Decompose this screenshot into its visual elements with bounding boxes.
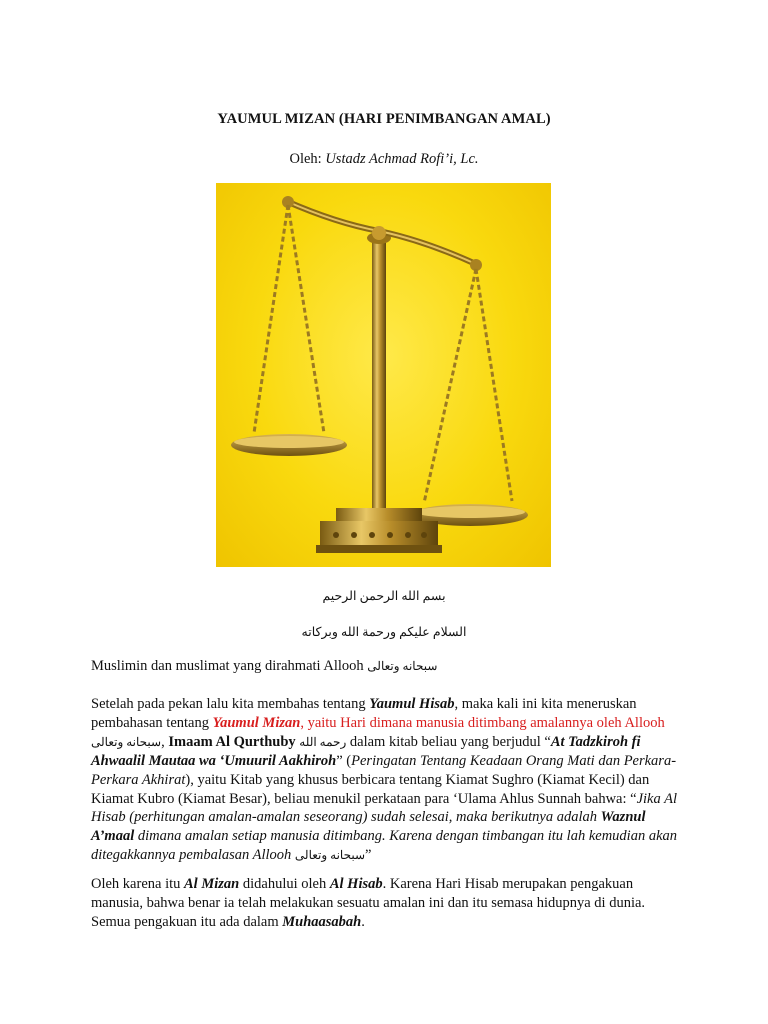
paragraph-mizan-hisab xyxy=(91,875,681,932)
p2-book-translation: Peringatan Tentang Keadaan Orang Mati dan Perkara-Perkara Akhirat xyxy=(91,752,677,788)
p3-text-4: . xyxy=(361,913,365,930)
p3-al-hisab: Al Hisab xyxy=(329,876,383,892)
byline xyxy=(0,151,768,168)
p2-book-title: At Tadzkiroh fi Ahwaalil Mautaa wa ‘Umuuril Aakhiroh xyxy=(91,733,641,769)
basmalah: بسم الله الرحمن الرحيم xyxy=(322,589,446,603)
p2-quote-2: dimana amalan setiap manusia ditimbang. Karena dengan timbangan itu lah kemudian akan ditegakkannya pembalasan Allooh xyxy=(91,828,678,864)
p3-al-mizan: Al Mizan xyxy=(184,876,240,892)
p3-muhaasabah: Muhaasabah xyxy=(282,913,362,930)
arabic-subhanahu: سبحانه وتعالى xyxy=(91,734,162,749)
p2-waznul-amaal: Waznul A’maal xyxy=(91,809,646,845)
arabic-subhanahu: سبحانه وتعالى xyxy=(367,659,438,673)
p3-text-2: didahului oleh xyxy=(239,876,330,892)
byline-author: Ustadz Achmad Rofi’i, Lc. xyxy=(325,151,479,167)
arabic-subhanahu: سبحانه وتعالى xyxy=(294,848,365,863)
balance-scale-image xyxy=(216,183,551,567)
greeting-paragraph xyxy=(91,657,681,676)
greeting-text: Muslimin dan muslimat yang dirahmati Allooh xyxy=(91,658,364,674)
byline-prefix: Oleh: xyxy=(289,151,326,167)
p3-text-3: . Karena Hari Hisab merupakan pengakuan manusia, bahwa benar ia telah melakukan sesuatu amalan ini dan itu semasa hidupnya di dunia. Semua pengakuan itu ada dalam xyxy=(91,876,646,930)
arabic-rahimahullah: رحمه الله xyxy=(299,734,347,749)
document-title: YAUMUL MIZAN (HARI PENIMBANGAN AMAL) xyxy=(217,111,551,127)
p2-text-6: ), yaitu Kitab yang khusus berbicara tentang Kiamat Sughro (Kiamat Kecil) dan Kiamat Kubro (Kiamat Besar), beliau menukil perkataan para ‘Ulama Ahlus Sunnah bahwa: “ xyxy=(91,771,650,807)
p2-text-7: ” xyxy=(365,847,372,864)
p3-text-1: Oleh karena itu xyxy=(91,876,185,892)
salam-greeting: السلام عليكم ورحمة الله وبركاته xyxy=(301,625,467,639)
p2-text-5: ” ( xyxy=(336,752,352,769)
p2-text-3: , xyxy=(161,733,169,750)
p2-quote-1: Jika Al Hisab (perhitungan amalan-amalan seseorang) sudah selesai, maka berikutnya adalah xyxy=(91,790,677,826)
p2-yaumul-hisab: Yaumul Hisab xyxy=(369,696,455,712)
p2-text-1: Setelah pada pekan lalu kita membahas tentang xyxy=(91,696,370,712)
p2-text-4: dalam kitab beliau yang berjudul “ xyxy=(346,733,551,750)
balance-scale-icon xyxy=(216,183,551,567)
paragraph-mizan-intro xyxy=(91,695,681,865)
p2-yaumul-mizan: Yaumul Mizan xyxy=(212,714,301,731)
p2-text-2: , maka kali ini kita meneruskan pembahasan tentang xyxy=(91,696,637,731)
p2-red-text: , yaitu Hari dimana manusia ditimbang amalannya oleh Allooh xyxy=(300,714,665,731)
p2-imaam-al-qurthuby: Imaam Al Qurthuby xyxy=(168,733,296,750)
